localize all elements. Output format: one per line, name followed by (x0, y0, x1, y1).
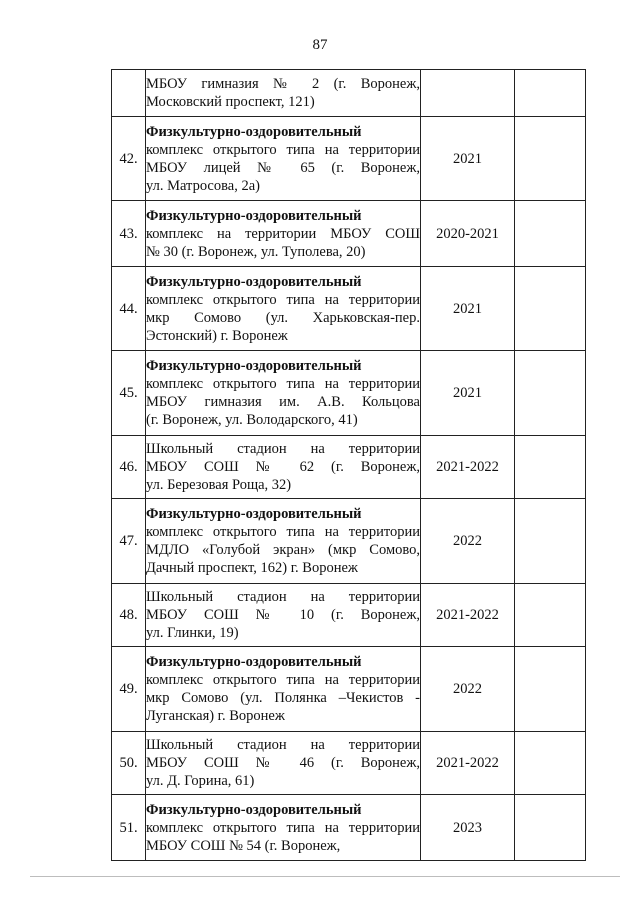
object-description-cell (146, 201, 421, 267)
table-row (112, 267, 586, 351)
description-line: МБОУ СОШ № 54 (г. Воронеж, (146, 837, 341, 854)
description-line: Физкультурно-оздоровительный (146, 654, 362, 670)
description-line: комплекс открытого типа на территории (146, 672, 420, 688)
description-line: МБОУ СОШ № 62 (г. Воронеж, (146, 459, 420, 475)
description-line: Физкультурно-оздоровительный (146, 506, 362, 522)
empty-cell (515, 70, 586, 117)
implementation-period-cell (421, 70, 515, 117)
description-line: комплекс на территории МБОУ СОШ (146, 225, 420, 242)
bottom-divider (30, 876, 620, 877)
row-number-cell: 47. (112, 499, 146, 584)
empty-cell (515, 436, 586, 499)
description-line: (г. Воронеж, ул. Володарского, 41) (146, 412, 358, 428)
page-number: 87 (312, 37, 328, 53)
table-row (112, 201, 586, 267)
empty-cell (515, 267, 586, 351)
implementation-period-cell: 2020-2021 (421, 201, 515, 267)
empty-cell (515, 201, 586, 267)
description-line: ул. Березовая Роща, 32) (146, 477, 292, 493)
description-line: № 30 (г. Воронеж, ул. Туполева, 20) (146, 243, 366, 260)
table-body (112, 70, 586, 861)
table-row (112, 795, 586, 861)
description-line: комплекс открытого типа на территории (146, 819, 420, 836)
object-description-cell (146, 117, 421, 201)
object-description-cell (146, 584, 421, 647)
table-row (112, 584, 586, 647)
implementation-period-cell: 2021 (421, 267, 515, 351)
table-row (112, 351, 586, 436)
description-line: Школьный стадион на территории (146, 737, 420, 753)
row-number-cell: 43. (112, 201, 146, 267)
table-row (112, 732, 586, 795)
object-description-cell (146, 70, 421, 117)
object-description-cell (146, 732, 421, 795)
table-row (112, 499, 586, 584)
description-line: комплекс открытого типа на территории (146, 291, 420, 308)
implementation-period-cell: 2021-2022 (421, 732, 515, 795)
row-number-cell: 46. (112, 436, 146, 499)
empty-cell (515, 584, 586, 647)
description-line: Московский проспект, 121) (146, 94, 315, 110)
description-line: Физкультурно-оздоровительный (146, 358, 362, 374)
empty-cell (515, 647, 586, 732)
description-line: МБОУ гимназия № 2 (г. Воронеж, (146, 76, 420, 92)
description-line: комплекс открытого типа на территории (146, 376, 420, 392)
description-line: ул. Д. Горина, 61) (146, 773, 255, 789)
description-line: комплекс открытого типа на территории (146, 524, 420, 540)
row-number-cell (112, 70, 146, 117)
description-line: Дачный проспект, 162) г. Воронеж (146, 560, 358, 576)
description-line: МБОУ СОШ № 46 (г. Воронеж, (146, 755, 420, 771)
row-number-cell: 48. (112, 584, 146, 647)
implementation-period-cell: 2021 (421, 117, 515, 201)
table-row (112, 436, 586, 499)
description-line: МБОУ гимназия им. А.В. Кольцова (146, 394, 420, 410)
description-line: Школьный стадион на территории (146, 589, 420, 605)
row-number-cell: 49. (112, 647, 146, 732)
empty-cell (515, 351, 586, 436)
implementation-period-cell: 2023 (421, 795, 515, 861)
table-row (112, 70, 586, 117)
implementation-period-cell: 2021 (421, 351, 515, 436)
empty-cell (515, 117, 586, 201)
description-line: мкр Сомово (ул. Харьковская-пер. (146, 309, 420, 326)
description-line: ул. Глинки, 19) (146, 625, 239, 641)
object-description-cell (146, 795, 421, 861)
implementation-period-cell: 2021-2022 (421, 584, 515, 647)
construction-objects-table (111, 69, 586, 861)
table-row (112, 647, 586, 732)
description-line: ул. Матросова, 2а) (146, 177, 260, 194)
description-line: Школьный стадион на территории (146, 441, 420, 457)
description-line: Физкультурно-оздоровительный (146, 123, 362, 140)
empty-cell (515, 732, 586, 795)
description-line: Эстонский) г. Воронеж (146, 327, 288, 344)
row-number-cell: 50. (112, 732, 146, 795)
description-line: МБОУ СОШ № 10 (г. Воронеж, (146, 607, 420, 623)
object-description-cell (146, 647, 421, 732)
object-description-cell (146, 267, 421, 351)
object-description-cell (146, 436, 421, 499)
object-description-cell (146, 499, 421, 584)
row-number-cell: 42. (112, 117, 146, 201)
row-number-cell: 45. (112, 351, 146, 436)
row-number-cell: 44. (112, 267, 146, 351)
description-line: Физкультурно-оздоровительный (146, 207, 362, 224)
empty-cell (515, 795, 586, 861)
row-number-cell: 51. (112, 795, 146, 861)
description-line: Физкультурно-оздоровительный (146, 273, 362, 290)
description-line: Луганская) г. Воронеж (146, 708, 285, 724)
description-line: МДЛО «Голубой экран» (мкр Сомово, (146, 542, 420, 558)
implementation-period-cell: 2022 (421, 647, 515, 732)
description-line: комплекс открытого типа на территории (146, 141, 420, 158)
description-line: мкр Сомово (ул. Полянка –Чекистов - (146, 690, 420, 706)
empty-cell (515, 499, 586, 584)
table-row (112, 117, 586, 201)
implementation-period-cell: 2022 (421, 499, 515, 584)
description-line: Физкультурно-оздоровительный (146, 801, 362, 818)
object-description-cell (146, 351, 421, 436)
description-line: МБОУ лицей № 65 (г. Воронеж, (146, 159, 420, 176)
implementation-period-cell: 2021-2022 (421, 436, 515, 499)
